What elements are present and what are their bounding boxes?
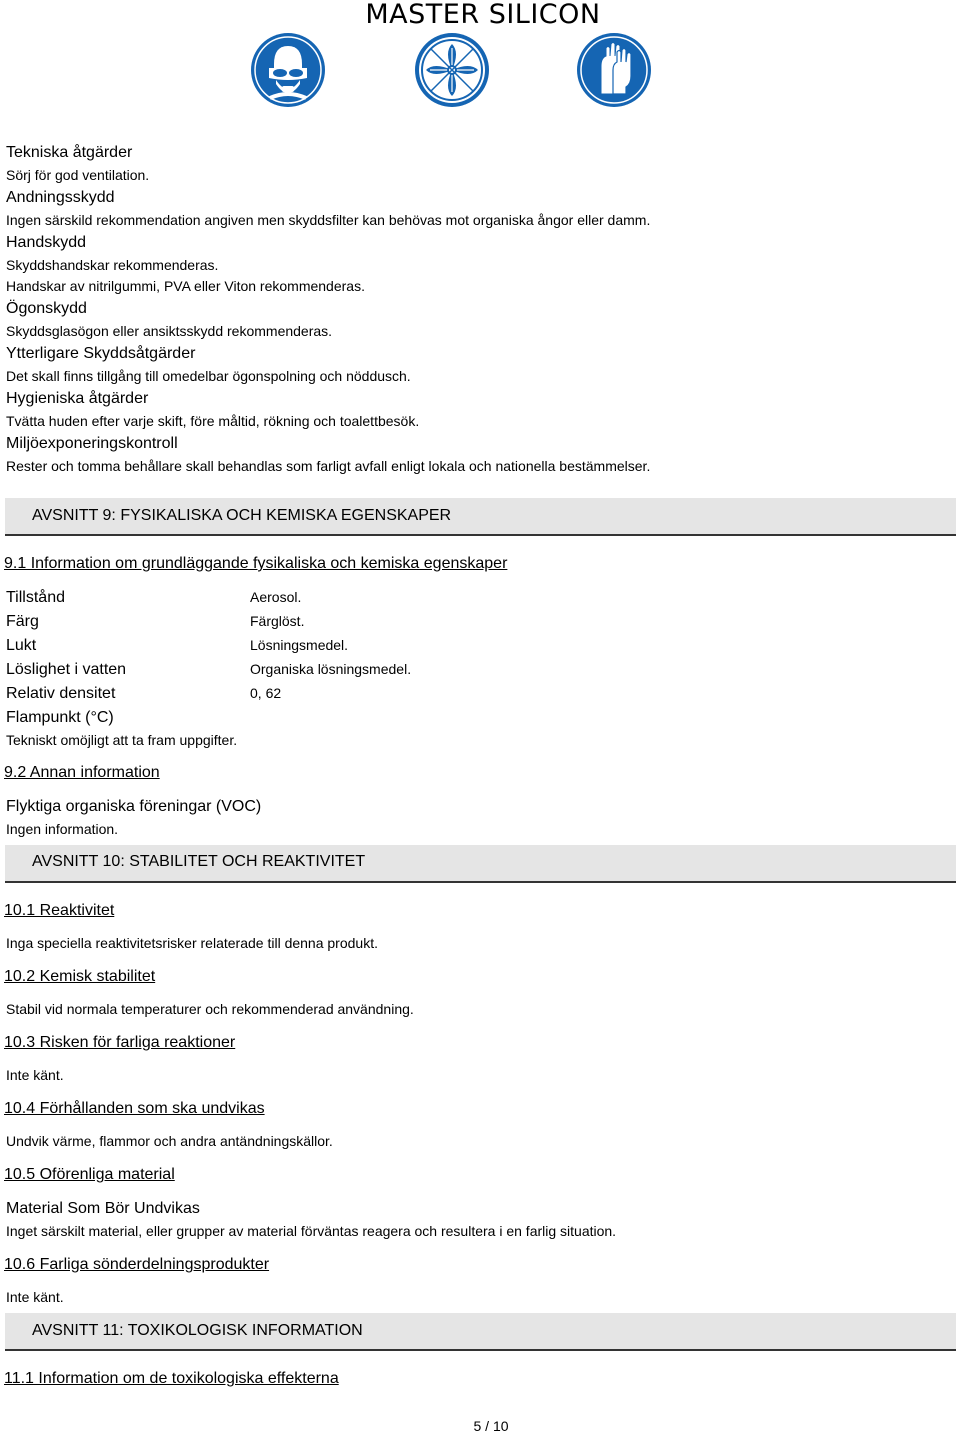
subsection-10-1-text: Inga speciella reaktivitetsrisker relaterade till denna produkt. [6, 935, 378, 951]
subsection-10-1: 10.1 Reaktivitet [4, 902, 115, 919]
section-10-bar [5, 845, 956, 883]
ogonskydd-text: Skyddsglasögon eller ansiktsskydd rekommenderas. [6, 323, 333, 339]
tekniska-text: Sörj för god ventilation. [6, 167, 150, 183]
prop-label-farg: Färg [6, 613, 39, 630]
section-11-title: AVSNITT 11: TOXIKOLOGISK INFORMATION [32, 1322, 363, 1339]
subsection-10-6: 10.6 Farliga sönderdelningsprodukter [4, 1256, 270, 1273]
prop-value-densitet: 0, 62 [250, 685, 282, 701]
tekniska-heading: Tekniska åtgärder [6, 144, 133, 161]
protective-gloves-icon [576, 32, 652, 108]
section-10-title: AVSNITT 10: STABILITET OCH REAKTIVITET [32, 853, 366, 870]
ogonskydd-heading: Ögonskydd [6, 300, 87, 317]
subsection-9-1: 9.1 Information om grundläggande fysikaliska och kemiska egenskaper [4, 555, 508, 572]
andningsskydd-heading: Andningsskydd [6, 189, 115, 206]
subsection-10-4: 10.4 Förhållanden som ska undvikas [4, 1100, 265, 1117]
miljo-text: Rester och tomma behållare skall behandlas som farligt avfall enligt lokala och nationella bestämmelser. [6, 458, 651, 474]
prop-label-loslighet: Löslighet i vatten [6, 661, 127, 678]
hygieniska-heading: Hygieniska åtgärder [6, 390, 149, 407]
subsection-10-5-text: Inget särskilt material, eller grupper av material förväntas reagera och resultera i en farlig situation. [6, 1223, 617, 1239]
document-title: MASTER SILICON [365, 0, 601, 30]
flampunkt-text: Tekniskt omöjligt att ta fram uppgifter. [6, 732, 238, 748]
ytterligare-text: Det skall finns tillgång till omedelbar ögonspolning och nöddusch. [6, 368, 411, 384]
page-number: 5 / 10 [473, 1418, 509, 1434]
prop-label-densitet: Relativ densitet [6, 685, 116, 702]
prop-value-tillstand: Aerosol. [250, 589, 302, 605]
prop-label-flampunkt: Flampunkt (°C) [6, 709, 114, 726]
prop-value-farg: Färglöst. [250, 613, 305, 629]
miljo-heading: Miljöexponeringskontroll [6, 435, 178, 452]
hygieniska-text: Tvätta huden efter varje skift, före måltid, rökning och toalettbesök. [6, 413, 420, 429]
prop-value-loslighet: Organiska lösningsmedel. [250, 661, 412, 677]
section-11-bar [5, 1313, 956, 1351]
ventilation-fan-icon [414, 32, 490, 108]
material-undvikas-heading: Material Som Bör Undvikas [6, 1200, 200, 1217]
subsection-10-3: 10.3 Risken för farliga reaktioner [4, 1034, 236, 1051]
subsection-10-5: 10.5 Oförenliga material [4, 1166, 175, 1183]
section-9-title: AVSNITT 9: FYSIKALISKA OCH KEMISKA EGENSKAPER [32, 507, 452, 524]
subsection-10-2-text: Stabil vid normala temperaturer och rekommenderad användning. [6, 1001, 414, 1017]
subsection-10-6-text: Inte känt. [6, 1289, 64, 1305]
prop-label-lukt: Lukt [6, 637, 37, 654]
subsection-11-1: 11.1 Information om de toxikologiska effekterna [4, 1370, 339, 1387]
prop-value-lukt: Lösningsmedel. [250, 637, 349, 653]
voc-heading: Flyktiga organiska föreningar (VOC) [6, 798, 262, 815]
handskydd-text-2: Handskar av nitrilgummi, PVA eller Viton rekommenderas. [6, 278, 365, 294]
ytterligare-heading: Ytterligare Skyddsåtgärder [6, 345, 196, 362]
subsection-10-4-text: Undvik värme, flammor och andra antändningskällor. [6, 1133, 333, 1149]
subsection-10-2: 10.2 Kemisk stabilitet [4, 968, 156, 985]
handskydd-heading: Handskydd [6, 234, 87, 251]
face-shield-goggles-icon [250, 32, 326, 108]
subsection-9-2: 9.2 Annan information [4, 764, 160, 781]
handskydd-text-1: Skyddshandskar rekommenderas. [6, 257, 219, 273]
ppe-pictograms [0, 32, 960, 112]
andningsskydd-text: Ingen särskild rekommendation angiven men skyddsfilter kan behövas mot organiska ångor eller damm. [6, 212, 651, 228]
prop-label-tillstand: Tillstånd [6, 589, 65, 606]
subsection-10-3-text: Inte känt. [6, 1067, 64, 1083]
voc-text: Ingen information. [6, 821, 119, 837]
section-9-bar [5, 498, 956, 536]
